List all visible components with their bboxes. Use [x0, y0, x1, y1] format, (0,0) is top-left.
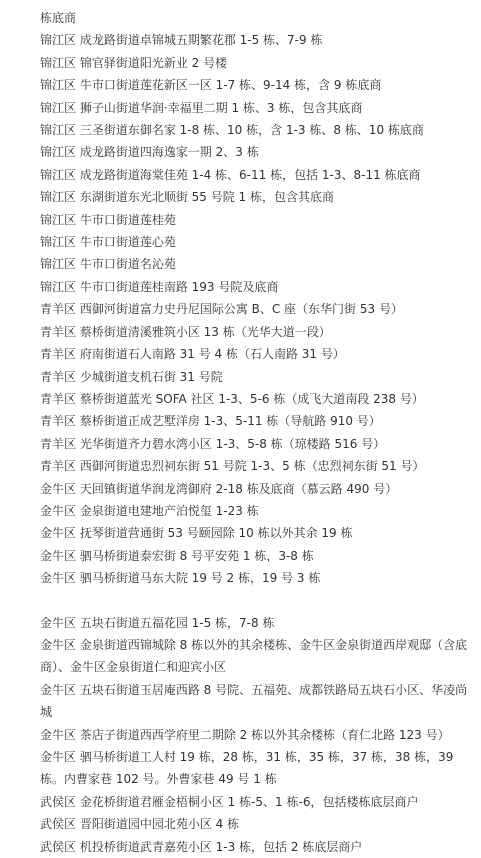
address-entry: 锦江区 东湖街道东光北顺街 55 号院 1 栋，包含其底商 [40, 190, 334, 205]
address-entry: 青羊区 蔡桥街道清溪雅筑小区 13 栋（光华大道一段） [40, 324, 331, 339]
address-entry: 金牛区 金泉街道西锦城除 8 栋以外的其余楼栋、金牛区金泉街道西岸观邸（含底商）、金牛区金泉街道仁和迎宾小区 [40, 637, 468, 675]
address-entry: 金牛区 天回镇街道华润龙湾御府 2-18 栋及底商（慕云路 490 号） [40, 481, 398, 496]
address-entry: 青羊区 光华街道齐力碧水湾小区 1-3、5-8 栋（琼楼路 516 号） [40, 436, 386, 451]
address-entry: 金牛区 抚琴街道营通街 53 号颐园除 10 栋以外其余 19 栋 [40, 526, 353, 541]
address-entry: 金牛区 茶店子街道西西学府里二期除 2 栋以外其余楼栋（育仁北路 123 号） [40, 727, 450, 742]
address-entry: 锦江区 牛市口街道莲桂南路 193 号院及底商 [40, 279, 279, 294]
address-entry: 青羊区 蔡桥街道正成艺墅洋房 1-3、5-11 栋（导航路 910 号） [40, 414, 381, 429]
address-entry: 金牛区 金泉街道电建地产泊悦玺 1-23 栋 [40, 503, 259, 518]
address-entry: 金牛区 驷马桥街道马东大院 19 号 2 栋，19 号 3 栋 [40, 571, 321, 586]
address-entry: 锦江区 牛市口街道名沁苑 [40, 257, 176, 272]
address-entry: 武侯区 晋阳街道园中园北苑小区 4 栋 [40, 817, 240, 832]
address-entry: 青羊区 少城街道支机石街 31 号院 [40, 369, 223, 384]
address-entry: 锦江区 成龙路街道海棠佳苑 1-4 栋、6-11 栋，包括 1-3、8-11 栋底商 [40, 167, 421, 182]
address-entry: 锦江区 成龙路街道四海逸家一期 2、3 栋 [40, 145, 259, 160]
address-entry: 武侯区 机投桥街道武青嘉苑小区 1-3 栋，包括 2 栋底层商户 [40, 839, 363, 854]
address-list-2 [40, 612, 475, 858]
address-entry: 锦江区 锦官驿街道阳光新业 2 号楼 [40, 55, 228, 70]
address-entry: 金牛区 五块石街道玉居庵西路 8 号院、五福苑、成都铁路局五块石小区、华凌尚城 [40, 682, 468, 720]
continued-heading: 栋底商 [40, 11, 77, 25]
address-entry: 锦江区 牛市口街道莲桂苑 [40, 212, 176, 227]
address-entry: 金牛区 驷马桥街道泰宏街 8 号平安苑 1 栋，3-8 栋 [40, 548, 314, 563]
address-entry: 武侯区 金花桥街道君雁金梧桐小区 1 栋-5、1 栋-6，包括楼栋底层商户 [40, 794, 419, 809]
address-entry: 青羊区 西御河街道忠烈祠东街 51 号院 1-3、5 栋（忠烈祠东街 51 号） [40, 459, 425, 474]
address-entry: 锦江区 牛市口街道莲花新区一区 1-7 栋、9-14 栋，含 9 栋底商 [40, 78, 382, 93]
address-entry: 青羊区 府南街道石人南路 31 号 4 栋（石人南路 31 号） [40, 347, 345, 362]
address-entry: 锦江区 三圣街道东御名家 1-8 栋、10 栋，含 1-3 栋、8 栋、10 栋底商 [40, 123, 424, 138]
address-entry: 锦江区 牛市口街道莲心苑 [40, 235, 176, 250]
address-list-1 [40, 29, 475, 589]
address-entry: 锦江区 成龙路街道卓锦城五期繁花郡 1-5 栋、7-9 栋 [40, 33, 323, 48]
address-entry: 青羊区 蔡桥街道蓝光 SOFA 社区 1-3、5-6 栋（成飞大道南段 238 号） [40, 391, 424, 406]
address-entry: 青羊区 西御河街道富力史丹尼国际公寓 B、C 座（东华门街 53 号） [40, 302, 403, 317]
section-gap [40, 590, 475, 612]
address-entry: 锦江区 狮子山街道华润·幸福里二期 1 栋、3 栋，包含其底商 [40, 100, 363, 115]
address-entry: 金牛区 五块石街道五福花园 1-5 栋，7-8 栋 [40, 615, 275, 630]
address-entry: 金牛区 驷马桥街道工人村 19 栋，28 栋，31 栋，35 栋，37 栋，38 栋，39 栋。内曹家巷 102 号。外曹家巷 49 号 1 栋 [40, 750, 454, 787]
